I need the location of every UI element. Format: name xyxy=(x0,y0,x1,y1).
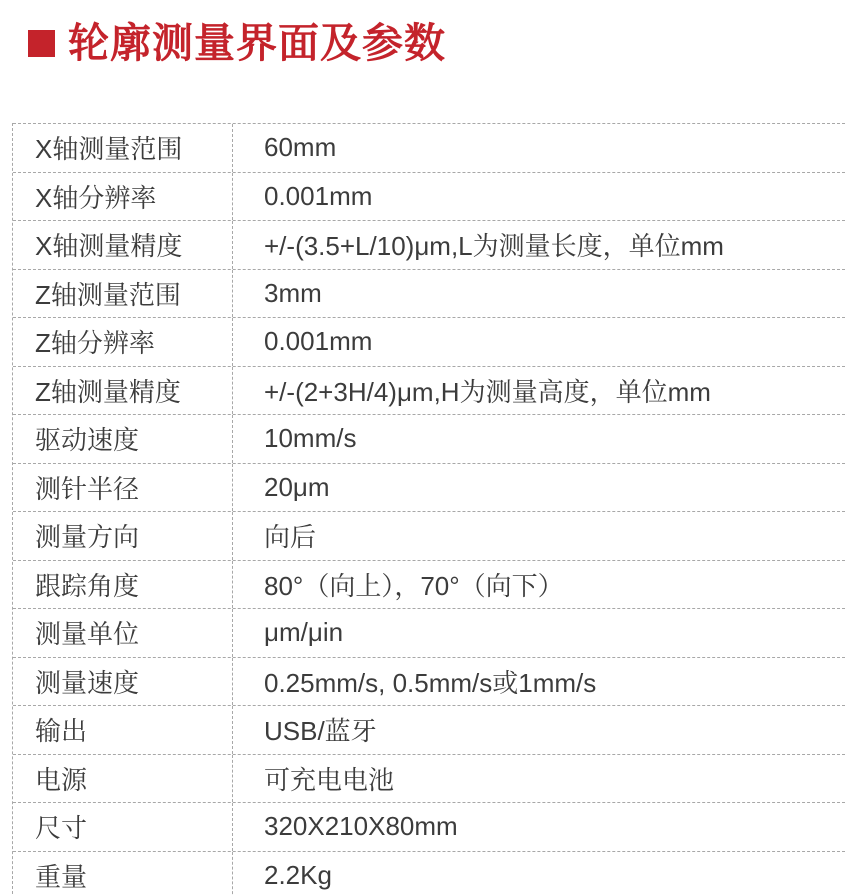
spec-label: Z轴测量精度 xyxy=(13,367,233,415)
spec-label: 重量 xyxy=(13,852,233,895)
table-row xyxy=(13,657,845,706)
page-title: 轮廓测量界面及参数 xyxy=(68,19,446,66)
spec-label: Z轴测量范围 xyxy=(13,270,233,318)
spec-value: 0.001mm xyxy=(264,180,373,211)
spec-label: 跟踪角度 xyxy=(13,561,233,609)
spec-value: 可充电电池 xyxy=(264,764,395,795)
spec-value: 10mm/s xyxy=(264,423,357,454)
table-row xyxy=(13,463,845,512)
spec-label: 电源 xyxy=(13,755,233,803)
spec-value: 60mm xyxy=(264,132,337,163)
spec-value: 0.25mm/s, 0.5mm/s或1mm/s xyxy=(264,667,597,698)
spec-label: X轴分辨率 xyxy=(13,173,233,221)
table-row xyxy=(13,511,845,560)
table-row xyxy=(13,802,845,851)
table-row xyxy=(13,220,845,269)
spec-label: 驱动速度 xyxy=(13,415,233,463)
section-header xyxy=(28,20,446,66)
table-row xyxy=(13,754,845,803)
spec-label: 测量方向 xyxy=(13,512,233,560)
spec-label: 测量单位 xyxy=(13,609,233,657)
spec-label: X轴测量范围 xyxy=(13,124,233,172)
spec-value: 3mm xyxy=(264,277,322,308)
spec-label: X轴测量精度 xyxy=(13,221,233,269)
table-row xyxy=(13,851,845,895)
red-square-bullet-icon xyxy=(28,30,55,57)
table-row xyxy=(13,705,845,754)
table-row xyxy=(13,269,845,318)
spec-label: 测针半径 xyxy=(13,464,233,512)
table-row xyxy=(13,608,845,657)
spec-table xyxy=(12,123,845,895)
spec-value: 0.001mm xyxy=(264,326,373,357)
table-row xyxy=(13,172,845,221)
spec-value: +/-(2+3H/4)μm,H为测量高度，单位mm xyxy=(264,376,711,407)
spec-value: +/-(3.5+L/10)μm,L为测量长度，单位mm xyxy=(264,231,724,262)
spec-label: 输出 xyxy=(13,706,233,754)
spec-value: USB/蓝牙 xyxy=(264,716,377,747)
spec-value: 20μm xyxy=(264,471,330,502)
spec-value: 向后 xyxy=(264,522,317,553)
spec-value: 2.2Kg xyxy=(264,859,332,890)
spec-label: Z轴分辨率 xyxy=(13,318,233,366)
table-row xyxy=(13,317,845,366)
spec-value: μm/μin xyxy=(264,617,344,648)
table-row xyxy=(13,560,845,609)
spec-label: 尺寸 xyxy=(13,803,233,851)
table-row xyxy=(13,414,845,463)
spec-value: 320X210X80mm xyxy=(264,811,458,842)
spec-label: 测量速度 xyxy=(13,658,233,706)
table-row xyxy=(13,123,845,172)
spec-value: 80°（向上），70°（向下） xyxy=(264,570,564,601)
table-row xyxy=(13,366,845,415)
